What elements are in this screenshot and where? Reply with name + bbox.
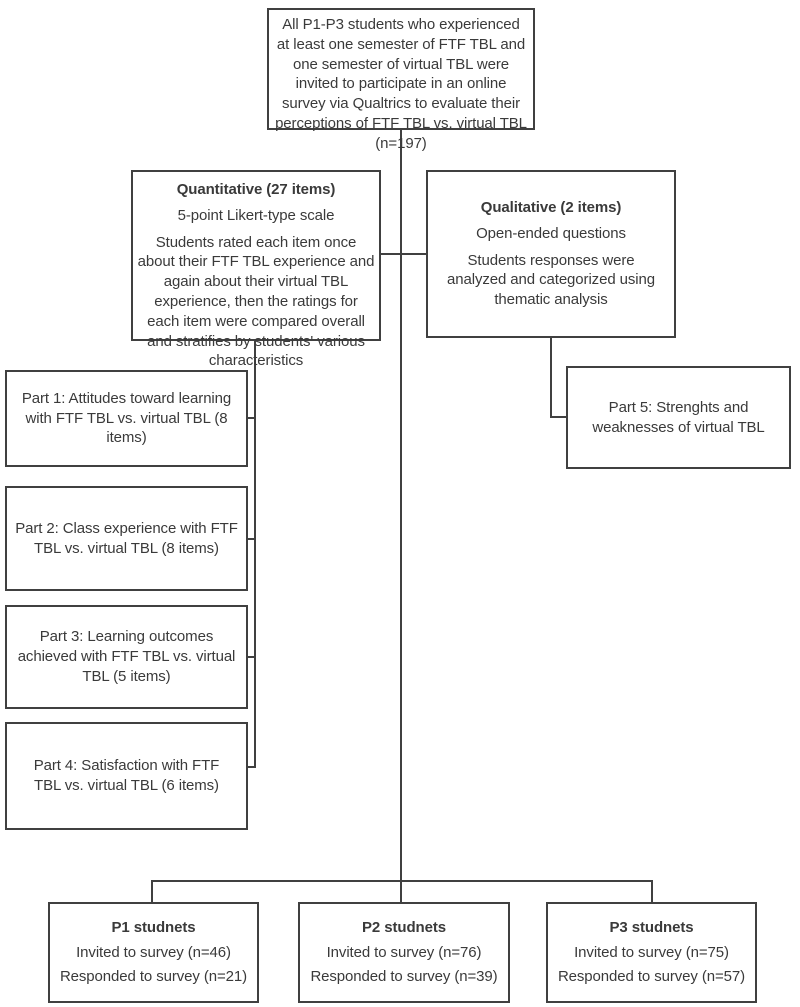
qualitative-body: Students responses were analyzed and categorized using thematic analysis <box>447 251 655 309</box>
p1-students-box <box>48 902 259 1003</box>
p1-responded: Responded to survey (n=21) <box>59 968 248 986</box>
quantitative-subtitle: 5-point Likert-type scale <box>177 206 335 224</box>
qualitative-title: Qualitative (2 items) <box>480 199 622 216</box>
p1-invited: Invited to survey (n=46) <box>76 943 231 961</box>
qualitative-subtitle: Open-ended questions <box>476 224 626 242</box>
quantitative-title: Quantitative (27 items) <box>176 181 336 198</box>
connector-parts-bracket-vertical <box>254 341 256 768</box>
p3-responded: Responded to survey (n=57) <box>557 968 746 986</box>
connector-center-vertical <box>400 130 402 902</box>
connector-qualitative-vertical <box>550 338 552 418</box>
part5-text: Part 5: Strenghts and weaknesses of virtual TBL <box>592 398 765 436</box>
p2-invited: Invited to survey (n=76) <box>326 943 482 961</box>
part2-box <box>5 486 248 591</box>
part1-text: Part 1: Attitudes toward learning with FTF TBL vs. virtual TBL (8 items) <box>21 389 232 447</box>
part3-box <box>5 605 248 709</box>
part2-text: Part 2: Class experience with FTF TBL vs. virtual TBL (8 items) <box>15 519 238 557</box>
quantitative-body: Students rated each item once about their FTF TBL experience and again about their virtual TBL experience, then the ratings for each item were compared overall and stratifies by students' various characteristics <box>137 233 375 370</box>
p3-invited: Invited to survey (n=75) <box>574 943 729 961</box>
quantitative-box <box>131 170 381 370</box>
part4-text: Part 4: Satisfaction with FTF TBL vs. virtual TBL (6 items) <box>33 757 220 794</box>
part3-text: Part 3: Learning outcomes achieved with FTF TBL vs. virtual TBL (5 items) <box>17 628 236 685</box>
connector-p3-drop <box>651 880 653 902</box>
p2-students-box <box>298 902 510 1003</box>
connector-quant-qual-horizontal <box>379 253 426 255</box>
part5-box <box>566 366 791 469</box>
p3-students-box <box>546 902 757 1003</box>
study-population-box <box>267 8 535 152</box>
p2-title: P2 studnets <box>362 918 446 936</box>
part1-box <box>5 370 248 467</box>
study-population-text: All P1-P3 students who experienced at least one semester of FTF TBL and one semester of virtual TBL were invited to participate in an online survey via Qualtrics to evaluate their perceptions of FTF TBL vs. virtual TBL (n=197) <box>275 16 527 152</box>
p2-responded: Responded to survey (n=39) <box>310 968 498 986</box>
p1-title: P1 studnets <box>111 918 196 936</box>
p3-title: P3 studnets <box>609 918 694 936</box>
part4-box <box>5 722 248 830</box>
qualitative-box <box>426 170 676 338</box>
connector-cohorts-horizontal <box>151 880 653 882</box>
connector-p1-drop <box>151 880 153 902</box>
